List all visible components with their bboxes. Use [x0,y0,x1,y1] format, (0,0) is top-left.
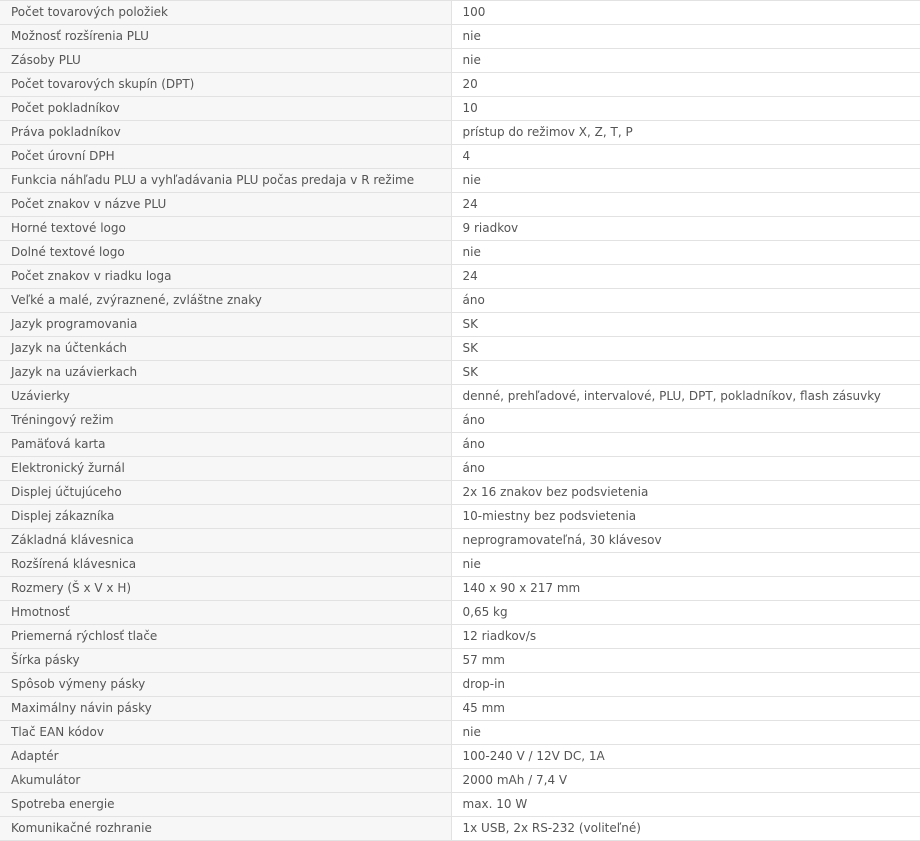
spec-value: 4 [451,145,920,169]
spec-value: 24 [451,265,920,289]
spec-label: Displej účtujúceho [0,481,451,505]
spec-value: SK [451,337,920,361]
table-row [0,601,920,625]
spec-label: Displej zákazníka [0,505,451,529]
spec-label: Počet znakov v riadku loga [0,265,451,289]
spec-label: Šírka pásky [0,649,451,673]
spec-value: 1x USB, 2x RS-232 (voliteľné) [451,817,920,841]
spec-value: áno [451,409,920,433]
spec-label: Základná klávesnica [0,529,451,553]
spec-label: Adaptér [0,745,451,769]
spec-value: nie [451,241,920,265]
spec-label: Jazyk na účtenkách [0,337,451,361]
spec-value: 45 mm [451,697,920,721]
spec-value: 140 x 90 x 217 mm [451,577,920,601]
spec-value: áno [451,457,920,481]
table-row [0,769,920,793]
table-row [0,409,920,433]
spec-label: Maximálny návin pásky [0,697,451,721]
table-row [0,265,920,289]
spec-label: Rozmery (Š x V x H) [0,577,451,601]
table-row [0,97,920,121]
spec-value: nie [451,553,920,577]
spec-value: max. 10 W [451,793,920,817]
spec-label: Počet pokladníkov [0,97,451,121]
spec-value: 2000 mAh / 7,4 V [451,769,920,793]
spec-value: prístup do režimov X, Z, T, P [451,121,920,145]
spec-label: Počet tovarových položiek [0,1,451,25]
spec-label: Komunikačné rozhranie [0,817,451,841]
spec-label: Počet úrovní DPH [0,145,451,169]
spec-value: áno [451,289,920,313]
table-row [0,73,920,97]
table-row [0,529,920,553]
table-row [0,169,920,193]
table-row [0,145,920,169]
spec-label: Zásoby PLU [0,49,451,73]
spec-label: Možnosť rozšírenia PLU [0,25,451,49]
spec-label: Tréningový režim [0,409,451,433]
table-row [0,385,920,409]
spec-label: Rozšírená klávesnica [0,553,451,577]
spec-label: Horné textové logo [0,217,451,241]
table-row [0,793,920,817]
table-row [0,289,920,313]
table-row [0,217,920,241]
table-row [0,25,920,49]
spec-value: nie [451,25,920,49]
spec-label: Akumulátor [0,769,451,793]
spec-label: Jazyk na uzávierkach [0,361,451,385]
table-row [0,121,920,145]
table-row [0,481,920,505]
spec-value: 24 [451,193,920,217]
table-row [0,817,920,841]
spec-label: Veľké a malé, zvýraznené, zvláštne znaky [0,289,451,313]
table-row [0,313,920,337]
spec-value: neprogramovateľná, 30 klávesov [451,529,920,553]
spec-value: drop-in [451,673,920,697]
spec-value: 0,65 kg [451,601,920,625]
table-row [0,577,920,601]
table-row [0,361,920,385]
spec-value: nie [451,721,920,745]
spec-label: Počet tovarových skupín (DPT) [0,73,451,97]
table-row [0,49,920,73]
specifications-table-body [0,1,920,841]
spec-label: Uzávierky [0,385,451,409]
spec-value: 2x 16 znakov bez podsvietenia [451,481,920,505]
table-row [0,433,920,457]
spec-value: SK [451,361,920,385]
table-row [0,673,920,697]
spec-label: Spotreba energie [0,793,451,817]
spec-value: nie [451,169,920,193]
spec-label: Pamäťová karta [0,433,451,457]
spec-value: 10 [451,97,920,121]
spec-value: SK [451,313,920,337]
spec-value: 10-miestny bez podsvietenia [451,505,920,529]
table-row [0,745,920,769]
table-row [0,241,920,265]
spec-label: Spôsob výmeny pásky [0,673,451,697]
table-row [0,625,920,649]
table-row [0,457,920,481]
spec-value: 9 riadkov [451,217,920,241]
spec-value: nie [451,49,920,73]
table-row [0,553,920,577]
spec-value: 100 [451,1,920,25]
table-row [0,649,920,673]
table-row [0,697,920,721]
spec-value: 100-240 V / 12V DC, 1A [451,745,920,769]
table-row [0,505,920,529]
spec-value: 12 riadkov/s [451,625,920,649]
spec-value: áno [451,433,920,457]
spec-label: Počet znakov v názve PLU [0,193,451,217]
table-row [0,721,920,745]
spec-label: Jazyk programovania [0,313,451,337]
spec-label: Práva pokladníkov [0,121,451,145]
table-row [0,1,920,25]
table-row [0,193,920,217]
spec-value: 57 mm [451,649,920,673]
table-row [0,337,920,361]
spec-value: 20 [451,73,920,97]
spec-label: Priemerná rýchlosť tlače [0,625,451,649]
spec-label: Dolné textové logo [0,241,451,265]
spec-label: Funkcia náhľadu PLU a vyhľadávania PLU počas predaja v R režime [0,169,451,193]
spec-label: Tlač EAN kódov [0,721,451,745]
spec-value: denné, prehľadové, intervalové, PLU, DPT, pokladníkov, flash zásuvky [451,385,920,409]
spec-label: Elektronický žurnál [0,457,451,481]
spec-label: Hmotnosť [0,601,451,625]
